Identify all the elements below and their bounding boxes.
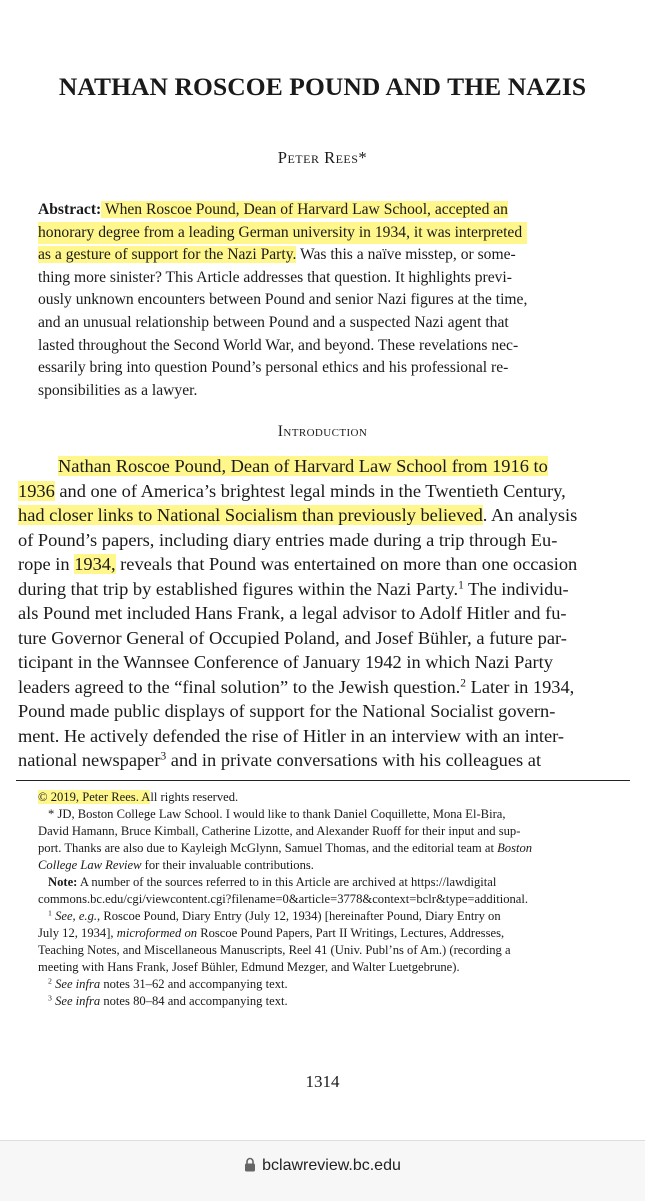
body-line	[18, 552, 577, 577]
abstract	[38, 199, 527, 402]
abstract-line: and an unusual relationship between Pound and a suspected Nazi agent that	[38, 313, 509, 331]
body-line: ticipant in the Wannsee Conference of January 1942 in which Nazi Party	[18, 652, 553, 672]
footnote-italic: See, e.g.	[55, 909, 98, 923]
body-text-run: national newspaper	[18, 750, 161, 770]
abstract-line	[38, 244, 527, 267]
footnote-line	[38, 874, 532, 891]
footnote-italic: microformed on	[116, 926, 198, 940]
body-text	[18, 454, 577, 773]
footnote-ref[interactable]: 1	[458, 579, 464, 592]
body-text-run: . An analysis	[482, 505, 578, 525]
footnote-ref[interactable]: 2	[460, 677, 466, 690]
footnote-line	[38, 857, 532, 874]
body-line: ment. He actively defended the rise of Hitler in an interview with an inter-	[18, 725, 565, 746]
body-text-run: Later in 1934,	[465, 676, 575, 697]
abstract-line: sponsibilities as a lawyer.	[38, 381, 198, 399]
copyright-line	[38, 789, 532, 806]
footnote-text: notes 80–84 and accompanying text.	[100, 994, 288, 1008]
page-number: 1314	[305, 1072, 340, 1091]
footnote-ref[interactable]: 3	[160, 750, 167, 763]
article-title: NATHAN ROSCOE POUND AND THE NAZIS	[58, 72, 587, 101]
footnote-divider	[16, 780, 630, 781]
body-text-run: reveals that Pound was entertained on more than one occasion	[115, 554, 578, 574]
footnote-italic: Boston	[497, 841, 533, 855]
highlight: When Roscoe Pound, Dean of Harvard Law School, accepted an	[101, 201, 508, 218]
footnote-line: David Hamann, Bruce Kimball, Catherine Lizotte, and Alexander Ruoff for their input and sup-	[38, 824, 521, 838]
footnote-number: 3	[48, 993, 52, 1003]
footnote-line	[38, 925, 532, 942]
footnote-text: Roscoe Pound Papers, Part II Writings, Lectures, Addresses,	[197, 926, 505, 940]
footnote-line: Teaching Notes, and Miscellaneous Manuscripts, Reel 41 (Univ. Publ’ns of Am.) (recording a	[38, 943, 511, 957]
footnote-line: * JD, Boston College Law School. I would like to thank Daniel Coquillette, Mona El-Bira,	[48, 807, 506, 821]
body-line	[18, 577, 577, 602]
browser-url-bar[interactable]	[0, 1140, 645, 1201]
footnote-text: July 12, 1934],	[38, 926, 117, 940]
body-line	[18, 503, 577, 528]
footnote-line[interactable]: commons.bc.edu/cgi/viewcontent.cgi?filename=0&article=3778&context=bclr&type=additional.	[38, 892, 529, 906]
footnote-text: for their invaluable contributions.	[141, 858, 314, 872]
body-text-run: leaders agreed to the “final solution” to the Jewish question.	[18, 676, 461, 697]
abstract-line: lasted throughout the Second World War, and beyond. These revelations nec-	[38, 336, 519, 354]
footnote-text: port. Thanks are also due to Kayleigh McGlynn, Samuel Thomas, and the editorial team at	[38, 841, 498, 855]
footnotes	[38, 789, 532, 1010]
highlight: as a gesture of support for the Nazi Party.	[38, 246, 297, 264]
lock-icon	[244, 1157, 256, 1177]
url-display[interactable]	[0, 1157, 645, 1177]
highlight: 1934,	[74, 554, 116, 574]
body-line: als Pound met included Hans Frank, a legal advisor to Adolf Hitler and fu-	[18, 603, 567, 623]
footnote-text: ll rights reserved.	[150, 790, 239, 804]
body-text-run: during that trip by established figures within the Nazi Party.	[18, 578, 459, 599]
footnote-italic: See infra	[55, 994, 101, 1008]
footnote-text: A number of the sources referred to in this Article are archived at https://lawdigital	[77, 875, 497, 889]
footnote-line	[38, 908, 532, 925]
highlight: honorary degree from a leading German university in 1934, it was interpreted	[38, 222, 527, 245]
abstract-line	[38, 199, 527, 222]
footnote-number: 2	[48, 976, 52, 986]
footnote-line	[38, 976, 532, 993]
footnote-number: 1	[48, 908, 52, 918]
footnote-line	[38, 993, 532, 1010]
author-name: Peter Rees*	[277, 148, 368, 167]
footnote-italic: College Law Review	[38, 858, 142, 872]
body-line: ture Governor General of Occupied Poland, and Josef Bühler, a future par-	[18, 627, 567, 648]
body-text-run: The individu-	[463, 578, 569, 599]
abstract-line: ously unknown encounters between Pound and senior Nazi figures at the time,	[38, 291, 528, 309]
body-line	[18, 675, 577, 700]
body-line	[18, 479, 577, 504]
note-label: Note:	[48, 875, 78, 889]
footnote-italic: See infra	[55, 977, 101, 991]
body-text-run: and in private conversations with his colleagues at	[166, 750, 542, 770]
url-text: bclawreview.bc.edu	[262, 1157, 401, 1174]
footnote-line	[38, 840, 532, 857]
footnote-line: meeting with Hans Frank, Josef Bühler, Edmund Mezger, and Walter Luetgebrune).	[38, 960, 460, 974]
body-line	[18, 454, 577, 479]
highlight: 1936	[18, 480, 55, 501]
highlight: had closer links to National Socialism than previously believed	[18, 505, 483, 525]
section-heading: Introduction	[277, 423, 368, 440]
highlight: © 2019, Peter Rees. A	[38, 790, 151, 804]
body-text-run: rope in	[18, 554, 75, 574]
footnote-text: notes 31–62 and accompanying text.	[100, 977, 288, 991]
body-line: Pound made public displays of support for the National Socialist govern-	[18, 701, 556, 721]
abstract-line: essarily bring into question Pound’s personal ethics and his professional re-	[38, 359, 509, 377]
abstract-text: Was this a naïve misstep, or some-	[296, 246, 516, 264]
highlight: Nathan Roscoe Pound, Dean of Harvard Law School from 1916 to	[58, 456, 548, 476]
body-line: of Pound’s papers, including diary entries made during a trip through Eu-	[18, 529, 558, 550]
body-line	[18, 748, 577, 773]
abstract-line: thing more sinister? This Article addresses that question. It highlights previ-	[38, 268, 512, 286]
footnote-text: , Roscoe Pound, Diary Entry (July 12, 1934) [hereinafter Pound, Diary Entry on	[97, 909, 501, 923]
body-text-run: and one of America’s brightest legal minds in the Twentieth Century,	[54, 480, 566, 501]
abstract-label: Abstract:	[38, 201, 102, 218]
